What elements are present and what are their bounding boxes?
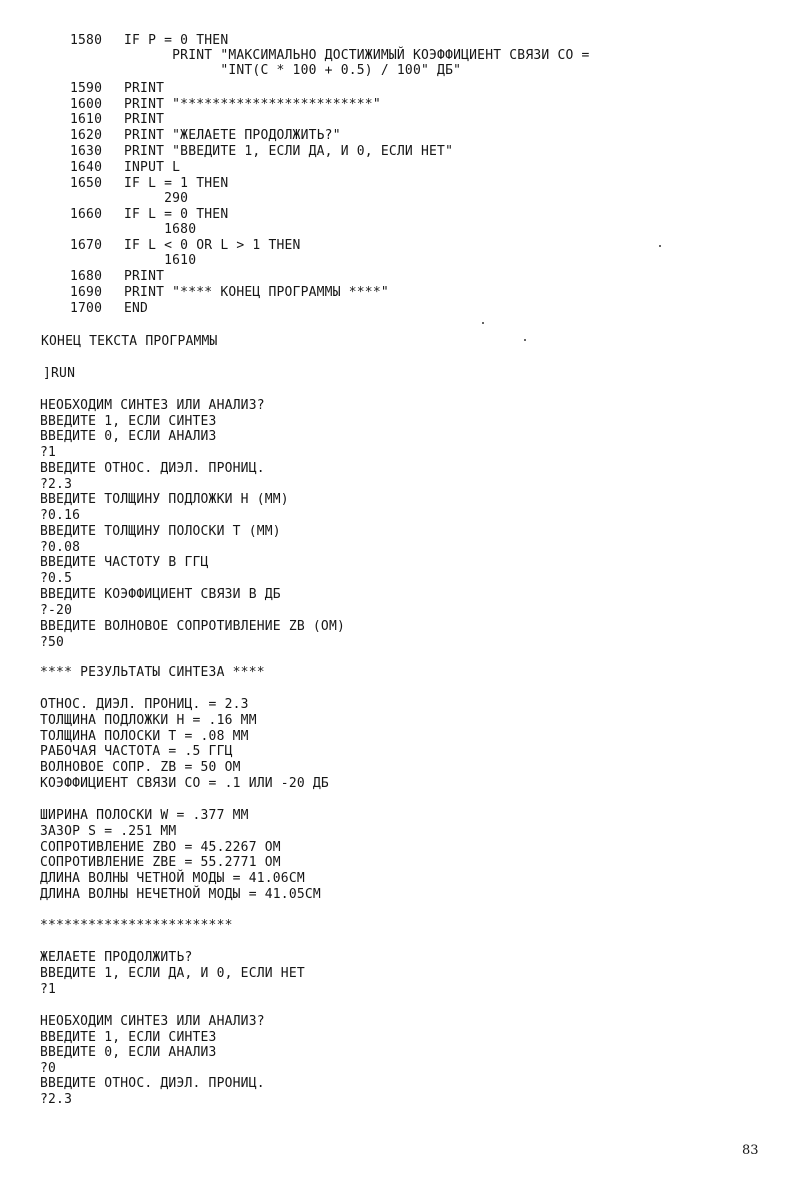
- console-line: ?0: [40, 1061, 57, 1076]
- line-number: 1700: [70, 301, 103, 316]
- line-number: 1660: [70, 207, 103, 222]
- result-line: ШИРИНА ПОЛОСКИ W = .377 MM: [40, 808, 249, 823]
- console-line: ВВЕДИТЕ ТОЛЩИНУ ПОЛОСКИ T (MM): [40, 524, 281, 539]
- line-code: IF L = 0 THEN: [124, 207, 229, 222]
- line-number: 1690: [70, 285, 103, 300]
- console-line: ВВЕДИТЕ 1, ЕСЛИ ДА, И 0, ЕСЛИ НЕТ: [40, 966, 305, 981]
- result-line: ДЛИНА ВОЛНЫ НЕЧЕТНОЙ МОДЫ = 41.05CM: [40, 887, 321, 902]
- console-line: ?2.3: [40, 477, 73, 492]
- console-line: НЕОБХОДИМ СИНТЕЗ ИЛИ АНАЛИЗ?: [40, 1014, 265, 1029]
- console-line: ?1: [40, 982, 57, 997]
- console-line: ?-20: [40, 603, 73, 618]
- line-code: 290: [124, 191, 189, 206]
- console-line: НЕОБХОДИМ СИНТЕЗ ИЛИ АНАЛИЗ?: [40, 398, 265, 413]
- line-code: PRINT "МАКСИМАЛЬНО ДОСТИЖИМЫЙ КОЭФФИЦИЕНТ СВЯЗИ CO =: [124, 48, 590, 63]
- line-number: 1630: [70, 144, 103, 159]
- console-line: ВВЕДИТЕ ТОЛЩИНУ ПОДЛОЖКИ H (MM): [40, 492, 289, 507]
- console-line: ВВЕДИТЕ ВОЛНОВОЕ СОПРОТИВЛЕНИЕ ZB (OM): [40, 619, 346, 634]
- line-number: 1590: [70, 81, 103, 96]
- results-heading: **** РЕЗУЛЬТАТЫ СИНТЕЗА ****: [40, 665, 265, 680]
- line-number: 1620: [70, 128, 103, 143]
- line-code: 1680: [124, 222, 197, 237]
- console-line: ВВЕДИТЕ КОЭФФИЦИЕНТ СВЯЗИ В ДБ: [40, 587, 281, 602]
- console-line: ?0.5: [40, 571, 73, 586]
- line-number: 1650: [70, 176, 103, 191]
- line-code: "INT(C * 100 + 0.5) / 100" ДБ": [124, 63, 462, 78]
- console-line: ВВЕДИТЕ ЧАСТОТУ В ГГЦ: [40, 555, 209, 570]
- result-line: ОТНОС. ДИЭЛ. ПРОНИЦ. = 2.3: [40, 697, 249, 712]
- scan-speck: [482, 322, 484, 324]
- line-code: 1610: [124, 253, 197, 268]
- result-line: ЗАЗОР S = .251 MM: [40, 824, 177, 839]
- scan-speck: [524, 339, 526, 341]
- page-number: 83: [742, 1143, 759, 1158]
- result-line: СОПРОТИВЛЕНИЕ ZBO = 45.2267 OM: [40, 840, 281, 855]
- console-line: ВВЕДИТЕ 1, ЕСЛИ СИНТЕЗ: [40, 414, 217, 429]
- line-code: PRINT "**** КОНЕЦ ПРОГРАММЫ ****": [124, 285, 389, 300]
- line-code: PRINT "ВВЕДИТЕ 1, ЕСЛИ ДА, И 0, ЕСЛИ НЕТ": [124, 144, 454, 159]
- console-line: ВВЕДИТЕ ОТНОС. ДИЭЛ. ПРОНИЦ.: [40, 1076, 265, 1091]
- console-line: ?1: [40, 445, 57, 460]
- line-number: 1680: [70, 269, 103, 284]
- line-code: IF P = 0 THEN: [124, 33, 229, 48]
- line-number: 1610: [70, 112, 103, 127]
- console-line: ?2.3: [40, 1092, 73, 1107]
- line-code: PRINT "ЖЕЛАЕТЕ ПРОДОЛЖИТЬ?": [124, 128, 341, 143]
- line-number: 1600: [70, 97, 103, 112]
- line-code: END: [124, 301, 149, 316]
- line-code: PRINT "************************": [124, 97, 381, 112]
- line-code: INPUT L: [124, 160, 181, 175]
- result-line: СОПРОТИВЛЕНИЕ ZBE = 55.2771 OM: [40, 855, 281, 870]
- console-line: ?50: [40, 635, 65, 650]
- result-line: ТОЛЩИНА ПОЛОСКИ T = .08 MM: [40, 729, 249, 744]
- result-line: РАБОЧАЯ ЧАСТОТА = .5 ГГЦ: [40, 744, 233, 759]
- result-line: ДЛИНА ВОЛНЫ ЧЕТНОЙ МОДЫ = 41.06CM: [40, 871, 305, 886]
- scan-speck: [659, 245, 661, 247]
- result-line: КОЭФФИЦИЕНТ СВЯЗИ CO = .1 ИЛИ -20 ДБ: [40, 776, 329, 791]
- line-code: PRINT: [124, 269, 165, 284]
- line-code: PRINT: [124, 81, 165, 96]
- console-line: ВВЕДИТЕ ОТНОС. ДИЭЛ. ПРОНИЦ.: [40, 461, 265, 476]
- line-code: IF L = 1 THEN: [124, 176, 229, 191]
- result-line: ВОЛНОВОЕ СОПР. ZB = 50 OM: [40, 760, 241, 775]
- console-line: ЖЕЛАЕТЕ ПРОДОЛЖИТЬ?: [40, 950, 193, 965]
- console-line: ВВЕДИТЕ 0, ЕСЛИ АНАЛИЗ: [40, 1045, 217, 1060]
- result-line: ТОЛЩИНА ПОДЛОЖКИ H = .16 MM: [40, 713, 257, 728]
- console-line: ВВЕДИТЕ 0, ЕСЛИ АНАЛИЗ: [40, 429, 217, 444]
- line-number: 1580: [70, 33, 103, 48]
- line-code: IF L < 0 OR L > 1 THEN: [124, 238, 301, 253]
- separator-line: ************************: [40, 918, 233, 933]
- console-line: ?0.08: [40, 540, 81, 555]
- run-command: ]RUN: [43, 366, 76, 381]
- line-number: 1670: [70, 238, 103, 253]
- line-number: 1640: [70, 160, 103, 175]
- end-of-listing-heading: КОНЕЦ ТЕКСТА ПРОГРАММЫ: [41, 334, 218, 349]
- line-code: PRINT: [124, 112, 165, 127]
- console-line: ?0.16: [40, 508, 81, 523]
- console-line: ВВЕДИТЕ 1, ЕСЛИ СИНТЕЗ: [40, 1030, 217, 1045]
